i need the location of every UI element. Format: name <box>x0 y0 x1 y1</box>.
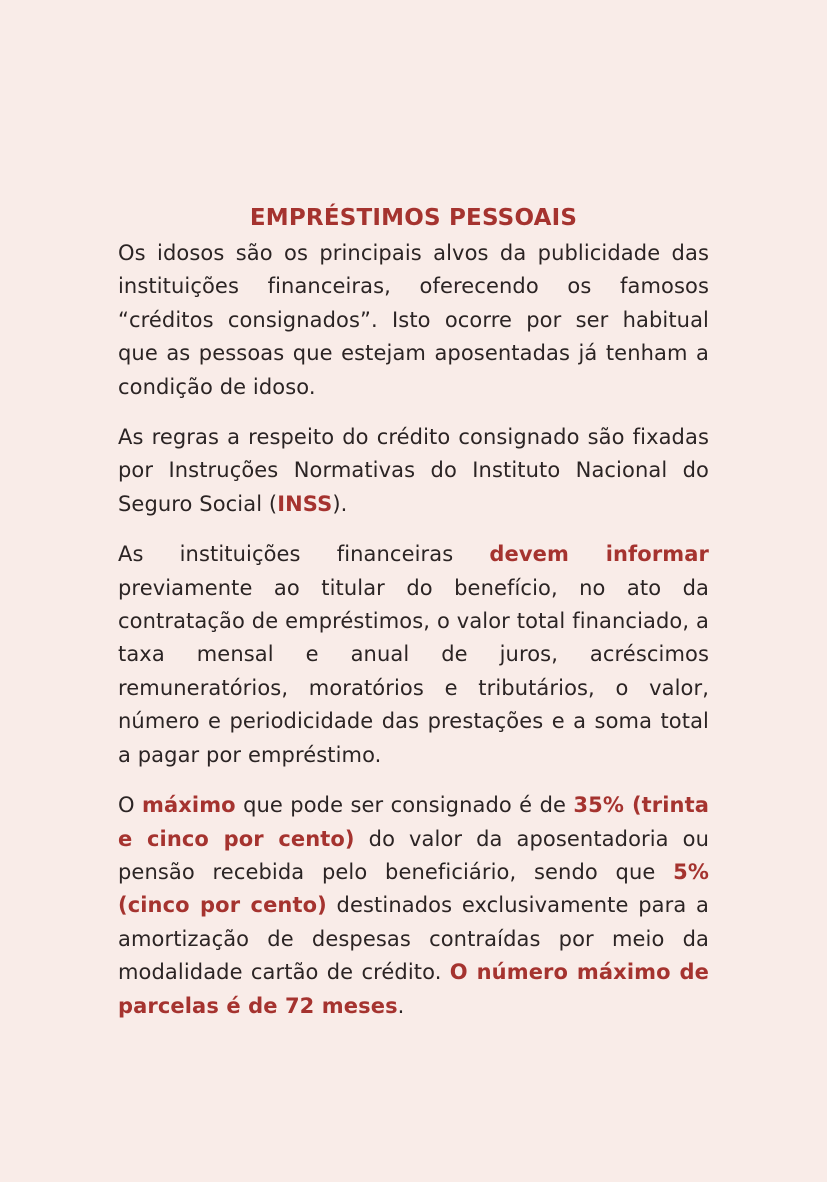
paragraph-rules <box>118 421 709 521</box>
paragraph-rules-text-2: ). <box>332 491 348 516</box>
thirty-five-percent-highlight: 35% (trinta e cinco por cento) <box>118 793 710 851</box>
paragraph-limits-text-3: do valor da aposentadoria ou pensão recebida pelo beneficiário, sendo que <box>118 826 710 884</box>
paragraph-rules-text-1: As regras a respeito do crédito consignado são fixadas por Instruções Normativas do Instituto Nacional do Seguro Social ( <box>118 425 709 516</box>
paragraph-limits-text-1: O <box>118 793 142 818</box>
inss-highlight: INSS <box>277 491 333 516</box>
paragraph-limits <box>118 789 709 1023</box>
paragraph-obligations <box>118 538 709 772</box>
maximum-highlight: máximo <box>142 793 236 818</box>
paragraph-intro-text: Os idosos são os principais alvos da publicidade das instituições financeiras, oferecendo os famosos “créditos consignados”. Isto ocorre por ser habitual que as pessoas que estejam aposentadas já tenham a condição de idoso. <box>118 241 709 399</box>
must-inform-highlight: devem informar <box>489 542 709 567</box>
paragraph-limits-text-5: . <box>397 993 405 1018</box>
paragraph-obligations-text-2: previamente ao titular do benefício, no ato da contratação de empréstimos, o valor total financiado, a taxa mensal e anual de juros, acréscimos remuneratórios, moratórios e tributários, o valor, número e periodicidade das prestações e a soma total a pagar por empréstimo. <box>118 575 709 767</box>
paragraph-obligations-text-1: As instituições financeiras <box>118 542 490 567</box>
paragraph-limits-text-4: destinados exclusivamente para a amortização de despesas contraídas por meio da modalidade cartão de crédito. <box>118 893 709 985</box>
page-title: EMPRÉSTIMOS PESSOAIS <box>249 205 578 231</box>
five-percent-highlight: 5% (cinco por cento) <box>118 859 709 918</box>
paragraph-limits-text-2: que pode ser consignado é de <box>235 793 574 818</box>
max-installments-highlight: O número máximo de parcelas é de 72 meses <box>118 960 710 1018</box>
document-page <box>118 203 709 1040</box>
paragraph-intro <box>118 237 709 404</box>
